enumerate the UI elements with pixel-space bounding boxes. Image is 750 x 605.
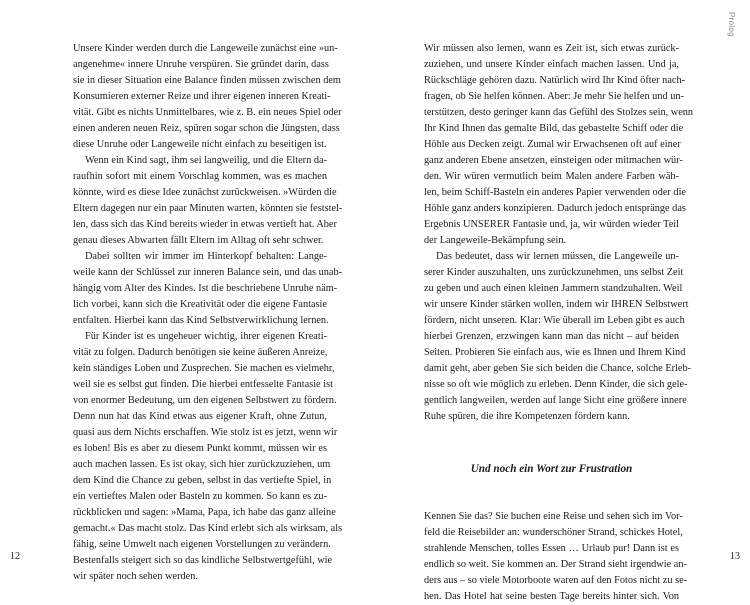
text-line: wir später noch sehen werden. — [73, 571, 198, 582]
text-line: hen. Das Hotel hat seine besten Tage bereits hinter sich. Von — [424, 591, 679, 602]
right-text-before — [424, 41, 694, 425]
text-line: Denn nun hat das Kind etwas aus eigener Kraft, ohne Zutun, — [73, 411, 327, 422]
text-line: Dabei sollten wir immer im Hinterkopf behalten: Lange- — [85, 251, 327, 262]
text-line: kein ständiges Loben und Zusprechen. Sie machen es vielmehr, — [73, 363, 335, 374]
text-line: Seiten. Probieren Sie einfach aus, wie es Ihnen und Ihrem Kind — [424, 347, 686, 358]
text-line: ein vertieftes Malen oder Basteln zu kommen. So kann es zu- — [73, 491, 327, 502]
text-line: es loben! Bis es aber zu diesem Punkt kommt, müssen wir es — [73, 443, 327, 454]
text-line: len, dass sich das Kind bereits wieder in etwas vertieft hat. Aber — [73, 219, 337, 230]
text-line: Ergebnis UNSERER Fantasie und, ja, wir würden wieder Teil — [424, 219, 679, 230]
text-line: fördern, nicht unseren. Klar: Wie überall im Leben gibt es auch — [424, 315, 685, 326]
right-text-column — [424, 41, 694, 605]
text-line: sie in dieser Situation eine Balance finden müssen zwischen dem — [73, 75, 341, 86]
text-line: terstützen, desto geringer kann das Gefühl des Stolzes sein, wenn — [424, 107, 694, 118]
text-line: Kennen Sie das? Sie buchen eine Reise und sehen sich im Vor- — [424, 511, 683, 522]
text-line: hängig vom Alter des Kindes. Ist die beschriebene Unruhe näm- — [73, 283, 338, 294]
text-line: Höhle ganz anders konzipieren. Dadurch jedoch entspränge das — [424, 203, 686, 214]
text-line: der Langeweile-Bekämpfung sein. — [424, 235, 567, 246]
text-line: serer Kinder auszuhalten, uns zurückzunehmen, uns selbst Zeit — [424, 267, 684, 278]
text-line: könnte, wird es diese Idee zunächst zurückweisen. »Würden die — [73, 187, 337, 198]
text-line: auch machen lassen. Es ist okay, sich hier zurückzuziehen, um — [73, 459, 331, 470]
text-line: raufhin sofort mit einem Vorschlag kommen, was es machen — [73, 171, 327, 182]
text-line: angenehme« innere Unruhe verspüren. Sie gründet darin, dass — [73, 59, 329, 70]
text-line: gentlich langweilen, werden auf lange Sicht eine größere innere — [424, 395, 687, 406]
text-line: Das bedeutet, dass wir lernen müssen, die Langeweile un- — [436, 251, 679, 262]
text-line: Wir müssen also lernen, wann es Zeit ist, sich etwas zurück- — [424, 43, 679, 54]
text-line: genau dieses Abwarten fällt Eltern im Alltag oft sehr schwer. — [73, 235, 324, 246]
text-line: ders aus – so viele Motorboote waren auf den Fotos nicht zu se- — [424, 575, 688, 586]
text-line: len, beim Schiff-Basteln ein anderes Papier verwenden oder die — [424, 187, 687, 198]
text-line: endlich so weit. Sie kommen an. Der Strand sieht irgendwie an- — [424, 559, 687, 570]
text-line: gemacht.« Das macht stolz. Das Kind erlebt sich als wirksam, als — [73, 523, 343, 534]
text-line: feld die Reisebilder an: wunderschöner Strand, schickes Hotel, — [424, 527, 683, 538]
text-line: Unsere Kinder werden durch die Langeweile zunächst eine »un- — [73, 43, 338, 54]
text-line: dem Kind die Chance zu geben, selbst in das vertiefte Spiel, in — [73, 475, 332, 486]
text-line: zuziehen, und unsere Kinder einfach machen lassen. Und ja, — [424, 59, 679, 70]
text-line: Konsumieren externer Reize und ihrer eigenen inneren Kreati- — [73, 91, 331, 102]
text-line: nisse so oft wie möglich zu erleben. Denn Kinder, die sich gele- — [424, 379, 688, 390]
text-line: einen anderen neuen Reiz, spüren sogar schon die Jüngsten, dass — [73, 123, 340, 134]
text-line: Wenn ein Kind sagt, ihm sei langweilig, und die Eltern da- — [85, 155, 327, 166]
section-heading: Und noch ein Wort zur Frustration — [470, 463, 633, 475]
text-line: fähig, seine Umwelt nach eigenen Vorstellungen zu verändern. — [73, 539, 331, 550]
page-number-left: 12 — [10, 551, 20, 562]
text-line: Ihr Kind Ihnen das gemalte Bild, das gebastelte Schiff oder die — [424, 123, 684, 134]
text-line: Für Kinder ist es ungeheuer wichtig, ihrer eigenen Kreati- — [85, 331, 327, 342]
text-line: weile kann der Schlüssel zur inneren Balance sein, und das unab- — [73, 267, 343, 278]
left-text-column — [73, 41, 343, 585]
text-line: zu geben und auch einen kleinen Jammern standzuhalten. Weil — [424, 283, 683, 294]
right-text-after — [424, 509, 688, 605]
text-line: weil sie es selbst gut finden. Die hierbei entfesselte Fantasie ist — [73, 379, 333, 390]
text-line: strahlende Menschen, tolles Essen … Urlaub pur! Dann ist es — [424, 543, 679, 554]
text-line: Höhle aus Decken zeigt. Zumal wir Erwachsenen oft auf einer — [424, 139, 681, 150]
text-line: quasi aus dem Nichts erschaffen. Wie stolz ist es jetzt, wenn wir — [73, 427, 338, 438]
text-line: den. Wir würen vermutlich beim Malen andere Farben wäh- — [424, 171, 679, 182]
text-line: fragen, ob Sie helfen können. Aber: Je mehr Sie helfen und un- — [424, 91, 684, 102]
text-line: entfalten. Hierbei kann das Kind Selbstverwirklichung lernen. — [73, 315, 329, 326]
right-page — [375, 0, 750, 602]
left-page — [0, 0, 375, 583]
text-line: ganz anderen Ebene ansetzen, einsteigen oder mitmachen wür- — [424, 155, 683, 166]
text-line: vität zu folgen. Dadurch benötigen sie keine äußeren Anreize, — [73, 347, 328, 358]
running-header: Prolog — [727, 12, 736, 37]
text-line: Eltern dagegen nur ein paar Minuten warten, könnten sie feststel- — [73, 203, 343, 214]
text-line: lich vorbei, kann sich die Kreativität oder die eigene Fantasie — [73, 299, 327, 310]
text-line: Ruhe spüren, die ihre Kompetenzen fördern kann. — [424, 411, 630, 422]
page-number-right: 13 — [730, 551, 740, 562]
text-line: rückblicken und sagen: »Mama, Papa, ich habe das ganz alleine — [73, 507, 336, 518]
text-line: vität. Gibt es nichts Unmittelbares, wie z. B. ein neues Spiel oder — [73, 107, 342, 118]
text-line: diese Unruhe oder Langeweile nicht einfach zu beseitigen ist. — [73, 139, 327, 150]
text-line: Rückschläge gehören dazu. Natürlich wird Ihr Kind öfter nach- — [424, 75, 686, 86]
text-line: von enormer Bedeutung, um den eigenen Selbstwert zu fördern. — [73, 395, 337, 406]
text-line: damit geht, aber geben Sie sich beiden die Chance, solche Erleb- — [424, 363, 692, 374]
text-line: Bestenfalls steigert sich so das kindliche Selbstwertgefühl, wie — [73, 555, 333, 566]
text-line: wir unsere Kinder stärken wollen, indem wir IHREN Selbstwert — [424, 299, 689, 310]
text-line: hierbei Grenzen, erzwingen kann man das nicht – auf beiden — [424, 331, 679, 342]
